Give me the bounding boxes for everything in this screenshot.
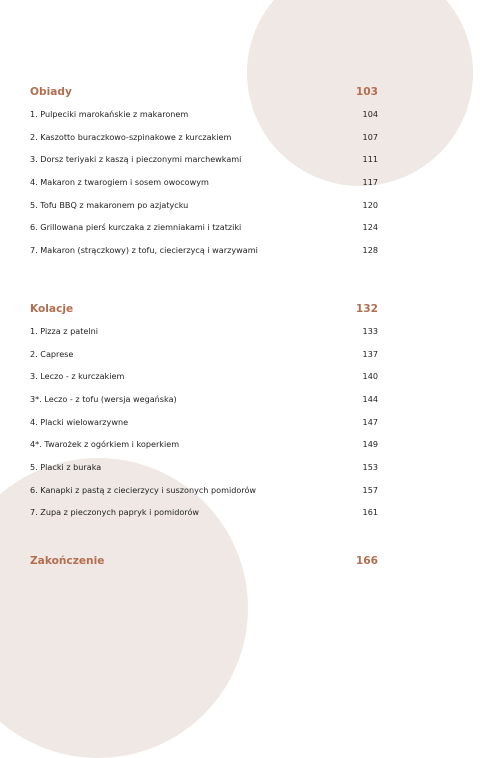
section-title: Kolacje <box>30 302 74 315</box>
entry-label: 7. Makaron (strączkowy) z tofu, ciecierzycą i warzywami <box>30 245 258 256</box>
entry-list <box>30 326 378 530</box>
entry-label: 7. Zupa z pieczonych papryk i pomidorów <box>30 507 200 518</box>
toc-entry[interactable] <box>30 507 378 530</box>
entry-label: 6. Grillowana pierś kurczaka z ziemniakami i tzatziki <box>30 222 242 233</box>
section-title: Obiady <box>30 86 72 98</box>
toc-entry[interactable] <box>30 177 378 200</box>
toc-entry[interactable] <box>30 439 378 462</box>
toc-entry[interactable] <box>30 222 378 245</box>
entry-page-number: 104 <box>362 109 378 119</box>
section-page-number: 132 <box>355 302 378 315</box>
toc-entry[interactable] <box>30 417 378 440</box>
section-heading[interactable] <box>30 86 378 105</box>
entry-page-number: 133 <box>362 325 378 336</box>
section-obiady <box>30 86 378 268</box>
entry-page-number: 107 <box>362 131 378 142</box>
entry-label: 2. Kaszotto buraczkowo-szpinakowe z kurczakiem <box>30 131 232 142</box>
section-title: Zakończenie <box>30 555 105 567</box>
toc-entry[interactable] <box>30 154 378 177</box>
entry-page-number: 120 <box>362 199 378 210</box>
section-kolacje <box>30 303 378 530</box>
entry-label: 1. Pizza z patelni <box>30 325 98 336</box>
table-of-contents <box>30 86 378 530</box>
toc-entry[interactable] <box>30 326 378 349</box>
entry-label: 3*. Leczo - z tofu (wersja wegańska) <box>30 393 177 404</box>
entry-label: 5. Placki z buraka <box>30 461 102 472</box>
entry-label: 2. Caprese <box>30 348 74 359</box>
toc-entry[interactable] <box>30 200 378 223</box>
entry-page-number: 147 <box>362 416 378 427</box>
entry-page-number: 124 <box>362 222 378 233</box>
toc-entry[interactable] <box>30 371 378 394</box>
entry-label: 3. Dorsz teriyaki z kaszą i pieczonymi marchewkami <box>30 154 242 165</box>
entry-label: 4. Placki wielowarzywne <box>30 416 129 427</box>
entry-page-number: 144 <box>362 393 378 404</box>
entry-label: 5. Tofu BBQ z makaronem po azjatycku <box>30 199 189 210</box>
entry-label: 1. Pulpeciki marokańskie z makaronem <box>30 109 189 119</box>
entry-page-number: 157 <box>362 484 378 495</box>
section-heading[interactable] <box>30 555 378 574</box>
entry-label: 3. Leczo - z kurczakiem <box>30 371 125 382</box>
section-page-number: 166 <box>355 555 378 567</box>
entry-page-number: 111 <box>362 154 378 165</box>
toc-entry[interactable] <box>30 132 378 155</box>
entry-page-number: 137 <box>362 348 378 359</box>
entry-page-number: 153 <box>362 461 378 472</box>
entry-page-number: 149 <box>362 439 378 450</box>
entry-label: 6. Kanapki z pastą z ciecierzycy i suszonych pomidorów <box>30 484 257 495</box>
toc-entry[interactable] <box>30 349 378 372</box>
section-page-number: 103 <box>355 86 378 98</box>
entry-page-number: 140 <box>362 371 378 382</box>
toc-entry[interactable] <box>30 485 378 508</box>
section-heading[interactable] <box>30 303 378 322</box>
toc-entry[interactable] <box>30 462 378 485</box>
toc-entry[interactable] <box>30 245 378 268</box>
entry-list <box>30 109 378 268</box>
entry-page-number: 128 <box>362 245 378 256</box>
entry-label: 4. Makaron z twarogiem i sosem owocowym <box>30 177 209 188</box>
toc-entry[interactable] <box>30 394 378 417</box>
section-zakonczenie <box>30 555 378 578</box>
toc-entry[interactable] <box>30 109 378 132</box>
entry-label: 4*. Twarożek z ogórkiem i koperkiem <box>30 439 180 450</box>
entry-page-number: 161 <box>362 507 378 518</box>
entry-page-number: 117 <box>362 177 378 188</box>
